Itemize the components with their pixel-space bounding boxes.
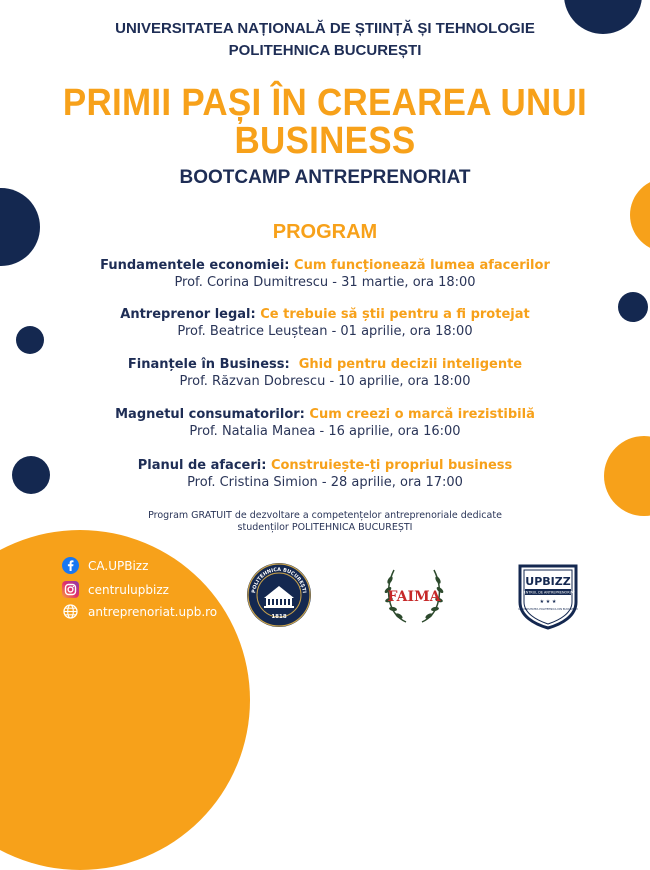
session-details: Prof. Cristina Simion - 28 aprilie, ora 17:00 [187,475,463,490]
session-topic: Cum funcționează lumea afacerilor [294,258,550,273]
program-heading: PROGRAM [272,221,378,243]
session-title [0,407,650,422]
social-facebook[interactable] [62,557,148,574]
session-topic: Cum creezi o marcă irezistibilă [309,407,535,422]
program-note [0,510,650,534]
faima-text: FAIMA [387,589,441,605]
instagram-link-text[interactable]: centrulupbizz [88,582,169,597]
session-3 [0,357,650,389]
upbizz-text: UPBIZZ [525,575,571,588]
svg-text:★ ★ ★: ★ ★ ★ [539,599,557,605]
upbizz-subtitle: CENTRUL DE ANTREPRENORIAT [521,590,575,595]
session-module: Magnetul consumatorilor: [115,407,305,422]
university-name-line1: UNIVERSITATEA NAȚIONALĂ DE ȘTIINȚĂ ȘI TEHNOLOGIE [115,20,535,37]
session-topic: Ghid pentru decizii inteligente [298,357,523,372]
session-module: Finanțele în Business: [127,357,290,372]
session-4 [0,407,650,439]
upb-logo [246,562,312,628]
session-1 [0,258,650,290]
event-subtitle: BOOTCAMP ANTREPRENORIAT [179,167,471,188]
event-title-line1: PRIMII PAȘI ÎN CREAREA UNUI [62,82,588,124]
facebook-icon [62,557,79,574]
session-topic: Construiește-ți propriul business [270,458,513,473]
session-module: Planul de afaceri: [137,458,267,473]
globe-icon [62,603,79,620]
session-module: Antreprenor legal: [120,307,256,322]
session-module: Fundamentele economiei: [100,258,290,273]
session-2 [0,307,650,339]
program-note-line2: studenților POLITEHNICA BUCUREȘTI [237,522,413,533]
university-name-line2: POLITEHNICA BUCUREȘTI [228,42,422,59]
website-link-text[interactable]: antreprenoriat.upb.ro [88,604,218,619]
session-details: Prof. Beatrice Leuștean - 01 aprilie, ora 18:00 [177,324,473,339]
faima-logo [376,560,452,630]
session-title [0,357,650,372]
upbizz-logo [512,558,584,630]
event-title-line2: BUSINESS [234,120,416,162]
social-instagram[interactable] [62,581,169,598]
instagram-icon [62,581,79,598]
upb-ring-text: POLITEHNICA BUCUREȘTI [251,566,307,594]
session-title [0,307,650,322]
session-5 [0,458,650,490]
session-details: Prof. Corina Dumitrescu - 31 martie, ora 18:00 [174,275,476,290]
program-note-line1: Program GRATUIT de dezvoltare a competențelor antreprenoriale dedicate [148,510,502,521]
session-details: Prof. Răzvan Dobrescu - 10 aprilie, ora 18:00 [179,374,471,389]
session-topic: Ce trebuie să știi pentru a fi protejat [260,307,530,322]
upbizz-subtitle-2: UNIVERSITATEA POLITEHNICA DIN BUCUREȘTI [518,608,578,611]
social-website[interactable] [62,603,217,620]
facebook-link-text[interactable]: CA.UPBizz [88,558,149,573]
session-details: Prof. Natalia Manea - 16 aprilie, ora 16:00 [189,424,461,439]
upb-year: 1818 [271,614,287,620]
session-title [0,458,650,473]
session-title [0,258,650,273]
